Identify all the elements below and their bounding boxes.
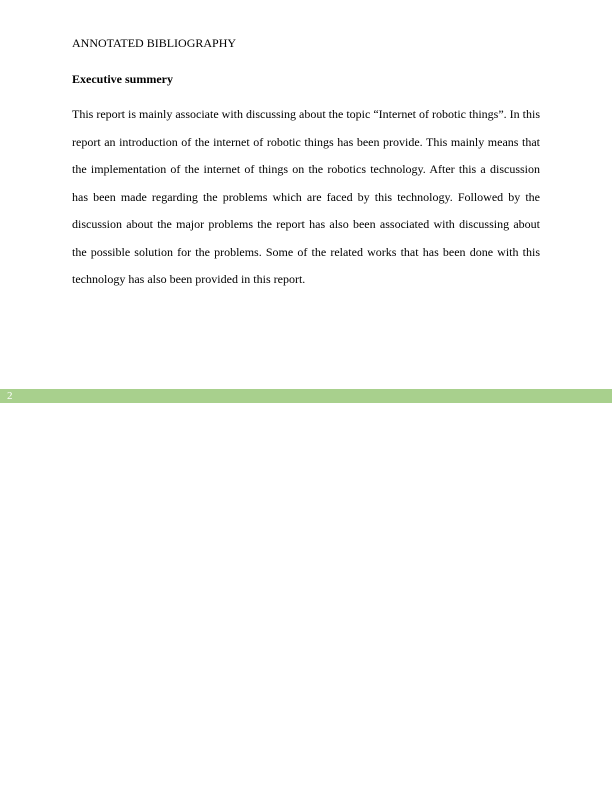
page-number: 2 [7,390,13,402]
body-paragraph: This report is mainly associate with discussing about the topic “Internet of robotic things”. In this report an introduction of the internet of robotic things has been provide. This mainly means that the implementation of the internet of things on the robotics technology. After this a discussion has been made regarding the problems which are faced by this technology. Followed by the discussion about the major problems the report has also been associated with discussing about the possible solution for the problems. Some of the related works that has been done with this technology has also been provided in this report. [72,107,540,286]
page-footer-band [0,389,612,403]
running-header: ANNOTATED BIBLIOGRAPHY [72,36,237,50]
section-heading: Executive summery [72,72,173,86]
